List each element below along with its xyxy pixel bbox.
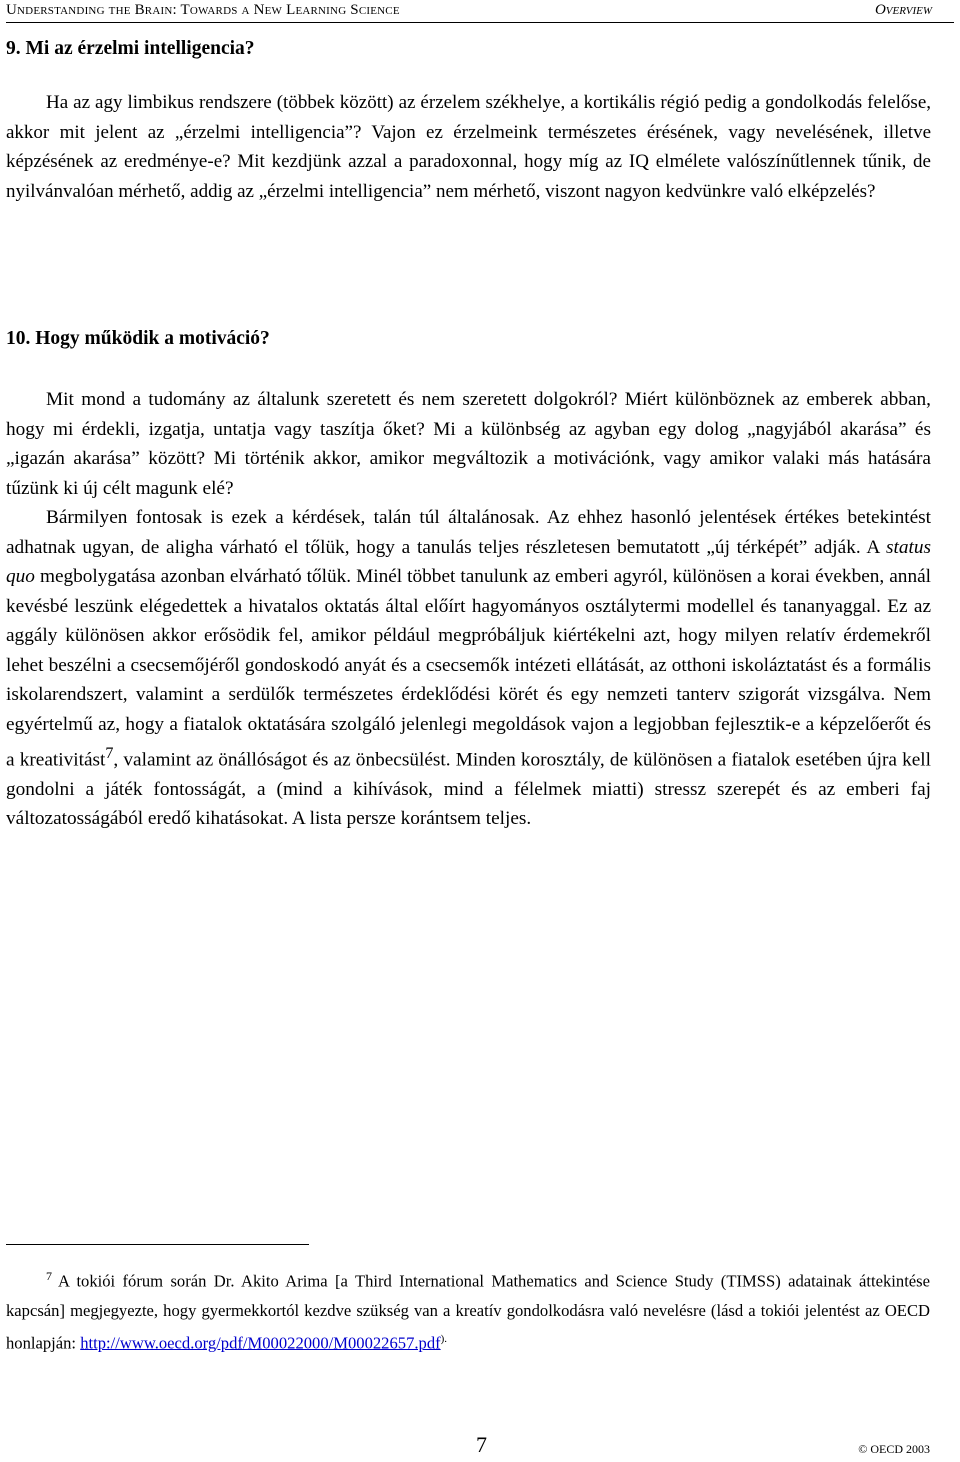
section-10-heading: 10. Hogy működik a motiváció? bbox=[6, 328, 270, 349]
paragraph-2-text-c: , valamint az önállóságot és az önbecsülést. Minden korosztály, de különösen a fiatalok esetében újra kell gondolni a játék fontosságát, a (mind a kihívások, mind a félelmek miatti) stressz szerepét és az emberi faj változatosságából eredő kihatásokat. A lista persze korántsem teljes. bbox=[6, 749, 931, 830]
paragraph-2-text-a: Bármilyen fontosak is ezek a kérdések, talán túl általánosak. Az ehhez hasonló jelentések értékes betekintést adhatnak ugyan, de aligha várható el tőlük, hogy a tanulás teljes részletesen bemutatott „új térképét” adják. A bbox=[6, 507, 931, 558]
footnote-separator bbox=[6, 1244, 309, 1245]
running-header-title: Understanding the Brain: Towards a New Learning Science bbox=[6, 2, 400, 18]
section-9-heading: 9. Mi az érzelmi intelligencia? bbox=[6, 38, 255, 59]
section-9-body bbox=[6, 88, 931, 206]
section-9-paragraph: Ha az agy limbikus rendszere (többek között) az érzelem székhelye, a kortikális régió pedig a gondolkodás felelőse, akkor mit jelent az „érzelmi intelligencia”? Vajon ez érzelmeink természetes érésének, vagy nevelésének, illetve képzésének az eredménye-e? Mit kezdjünk azzal a paradoxonnal, hogy míg az IQ elmélete valószínűtlennek tűnik, de nyilvánvalóan mérhető, addig az „érzelmi intelligencia” nem mérhető, viszont nagyon kedvünkre való elképzelés? bbox=[6, 92, 931, 202]
footnote bbox=[6, 1262, 930, 1357]
copyright-icon: © bbox=[858, 1442, 868, 1456]
page-number: 7 bbox=[476, 1432, 487, 1457]
running-header bbox=[6, 0, 954, 23]
copyright bbox=[858, 1442, 930, 1457]
footnote-reference[interactable]: 7 bbox=[105, 745, 114, 762]
footnote-link[interactable]: http://www.oecd.org/pdf/M00022000/M00022657.pdf bbox=[80, 1333, 441, 1353]
footnote-tail: ). bbox=[440, 1332, 448, 1345]
running-header-section: Overview bbox=[874, 2, 932, 18]
section-10-paragraph-1: Mit mond a tudomány az általunk szeretett és nem szeretett dolgokról? Miért különböznek az emberek abban, hogy mi érdekli, izgatja, untatja vagy taszítja őket? Mi a különbség az agyban egy dolog „nagyjából akarása” és „igazán akarása” között? Mi történik akkor, amikor megváltozik a motivációnk, vagy amikor valaki más hatására tűzünk ki új célt magunk elé? bbox=[6, 389, 931, 499]
footnote-number: 7 bbox=[46, 1269, 52, 1283]
copyright-text: OECD 2003 bbox=[870, 1442, 930, 1456]
footnote-text: A tokiói fórum során Dr. Akito Arima [a Third International Mathematics and Science Study (TIMSS) adatainak áttekintése kapcsán] megjegyezte, hogy gyermekkortól kezdve szükség van a kreatív gondolkodásra való nevelésre (lásd a tokiói jelentést az OECD honlapján: bbox=[6, 1271, 930, 1353]
paragraph-2-italic: status quo bbox=[6, 536, 931, 587]
section-10-body bbox=[6, 385, 931, 834]
paragraph-2-text-b: megbolygatása azonban elvárható tőlük. Minél többet tanulunk az emberi agyról, különösen a korai években, annál kevésbé leszünk elégedettek a hivatalos oktatás által előírt hagyományos osztálytermi modellel és tananyaggal. Ez az aggály különösen akkor erősödik fel, amikor például megpróbáljuk kiértékelni azt, hogy milyen relatív érdemekről lehet beszélni a csecsemőjéről gondoskodó anyát és a csecsemők intézeti ellátását, az otthoni iskoláztatást és a formális iskolarendszert, valamint a serdülők természetes érdeklődési körét és egy nemzeti tanterv szigorát vizsgálva. Nem egyértelmű az, hogy a fiatalok oktatására szolgáló jelenlegi megoldások vajon a legjobban fejlesztik-e a képzelőerőt és a kreativitást bbox=[6, 566, 931, 771]
section-10-paragraph-2 bbox=[6, 503, 931, 834]
